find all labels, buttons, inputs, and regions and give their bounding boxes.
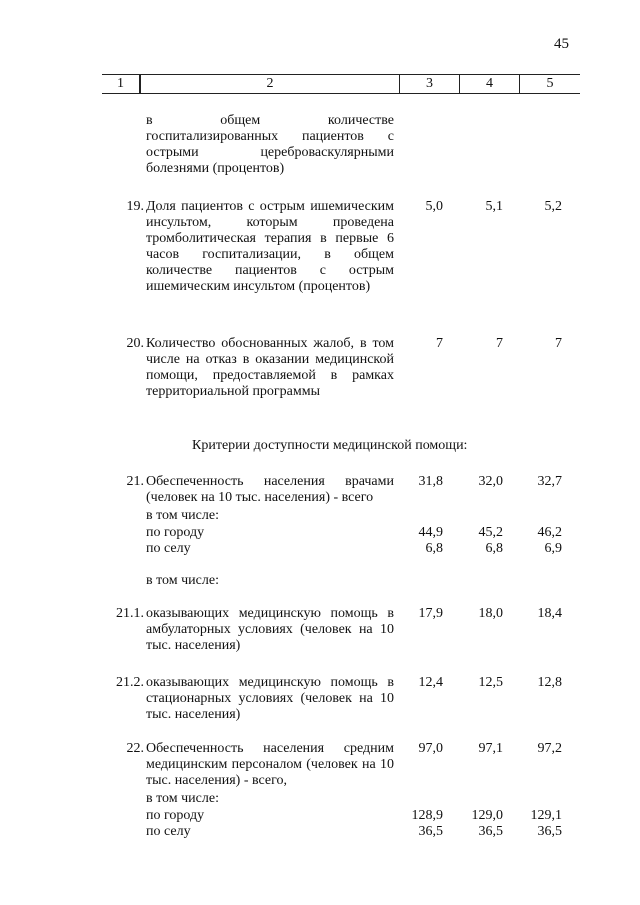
value-col-5: 5,2 [544,199,562,214]
row-text: оказывающих медицинскую помощь в амбулаторных условиях (человек на 10 тыс. населения) [146,606,394,653]
value-col-3: 44,9 [418,525,443,540]
row-subheading: в том числе: [146,508,219,523]
row-label: по селу [146,541,191,556]
row-text: оказывающих медицинскую помощь в стационарных условиях (человек на 10 тыс. населения) [146,675,394,722]
row-subheading: в том числе: [146,791,219,806]
value-col-5: 46,2 [537,525,562,540]
value-col-5: 12,8 [537,675,562,690]
value-col-4: 32,0 [478,474,503,489]
row-text: Обеспеченность населения средним медицинским персоналом (человек на 10 тыс. населения) - всего, [146,741,394,788]
row-text: Количество обоснованных жалоб, в том числе на отказ в оказании медицинской помощи, предоставляемой в рамках территориальной программы [146,336,394,399]
value-col-3: 5,0 [425,199,443,214]
row-text: Доля пациентов с острым ишемическим инсультом, которым проведена тромболитическая терапия в первые 6 часов госпитализации, в общем количестве пациентов с острым ишемическим инсультом (процентов) [146,199,394,294]
row-label: по селу [146,824,191,839]
value-col-4: 12,5 [478,675,503,690]
value-col-4: 129,0 [471,808,503,823]
header-col-3: 3 [400,75,460,93]
page-number: 45 [554,36,569,52]
value-col-5: 32,7 [537,474,562,489]
value-col-5: 18,4 [537,606,562,621]
header-col-1: 1 [102,75,140,93]
value-col-4: 45,2 [478,525,503,540]
value-col-5: 129,1 [530,808,562,823]
value-col-3: 128,9 [411,808,443,823]
row-number: 22. [126,741,144,756]
value-col-4: 18,0 [478,606,503,621]
value-col-5: 6,9 [544,541,562,556]
value-col-5: 7 [555,336,562,351]
table-header-row [102,74,580,94]
value-col-3: 6,8 [425,541,443,556]
value-col-4: 36,5 [478,824,503,839]
value-col-5: 97,2 [537,741,562,756]
row-subheading: в том числе: [146,573,219,588]
section-title-text: Критерии доступности медицинской помощи: [192,438,468,453]
value-col-3: 7 [436,336,443,351]
header-col-2: 2 [140,75,400,93]
value-col-3: 97,0 [418,741,443,756]
value-col-4: 6,8 [485,541,503,556]
value-col-5: 36,5 [537,824,562,839]
row-label: по городу [146,808,205,823]
value-col-3: 12,4 [418,675,443,690]
row-text: в общем количестве госпитализированных пациентов с острыми цереброваскулярными болезнями (процентов) [146,113,394,176]
row-number: 21.1. [116,606,144,621]
row-text: Обеспеченность населения врачами (человек на 10 тыс. населения) - всего [146,474,394,505]
row-number: 21.2. [116,675,144,690]
row-label: по городу [146,525,205,540]
row-number: 20. [126,336,144,351]
row-number: 19. [126,199,144,214]
value-col-3: 36,5 [418,824,443,839]
header-col-4: 4 [460,75,520,93]
value-col-4: 97,1 [478,741,503,756]
value-col-3: 17,9 [418,606,443,621]
value-col-4: 7 [496,336,503,351]
row-number: 21. [126,474,144,489]
value-col-4: 5,1 [485,199,503,214]
value-col-3: 31,8 [418,474,443,489]
header-col-5: 5 [546,76,554,91]
